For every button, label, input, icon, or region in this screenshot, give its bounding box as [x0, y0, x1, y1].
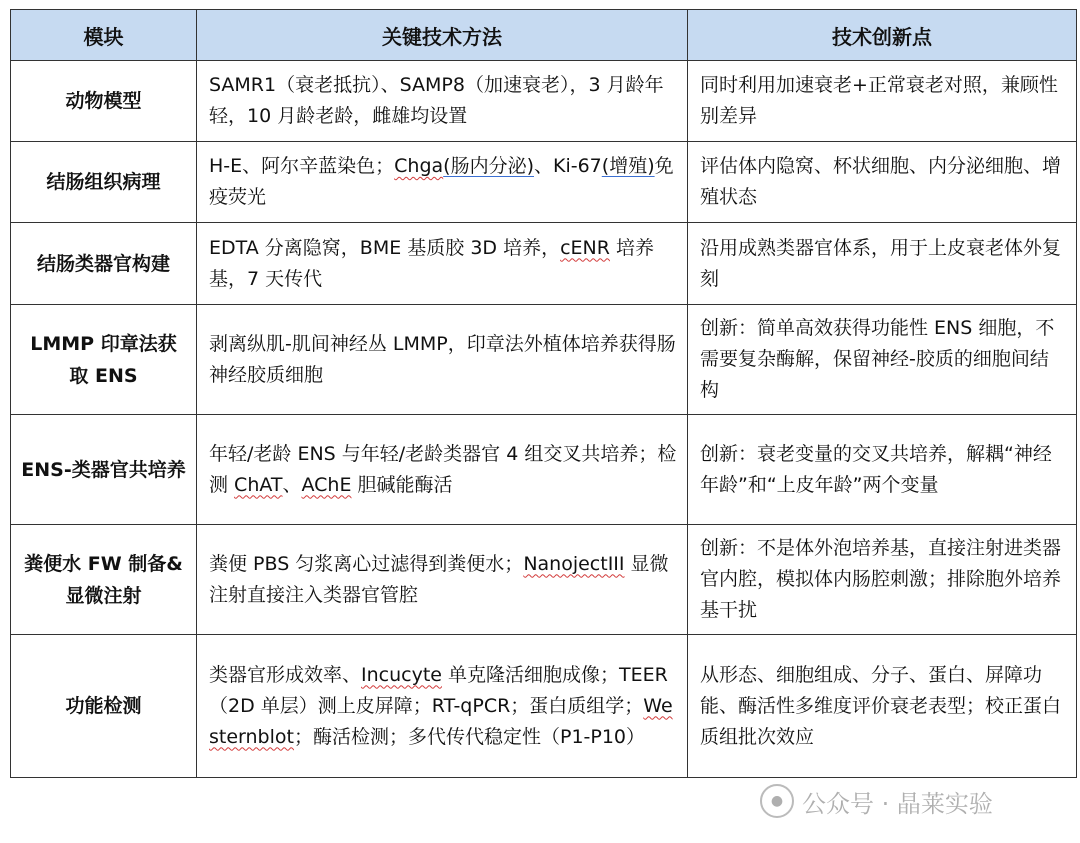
method-cell — [197, 525, 688, 635]
method-text: 免疫荧光 — [209, 155, 674, 208]
method-text: H-E、阿尔辛蓝染色； — [209, 155, 395, 177]
module-cell: LMMP 印章法获取 ENS — [11, 305, 197, 415]
watermark — [760, 784, 993, 818]
module-cell: 粪便水 FW 制备&显微注射 — [11, 525, 197, 635]
module-cell: ENS-类器官共培养 — [11, 415, 197, 525]
wechat-icon: ● — [760, 784, 794, 818]
module-cell: 功能检测 — [11, 635, 197, 778]
method-cell: 剥离纵肌-肌间神经丛 LMMP，印章法外植体培养获得肠神经胶质细胞 — [197, 305, 688, 415]
innovation-cell: 创新：不是体外泡培养基，直接注射进类器官内腔，模拟体内肠腔刺激；排除胞外培养基干扰 — [688, 525, 1077, 635]
method-cell: SAMR1（衰老抵抗）、SAMP8（加速衰老），3 月龄年轻，10 月龄老龄，雌雄均设置 — [197, 61, 688, 142]
innovation-cell: 从形态、细胞组成、分子、蛋白、屏障功能、酶活性多维度评价衰老表型；校正蛋白质组批次效应 — [688, 635, 1077, 778]
method-term: cENR — [560, 236, 610, 259]
method-cell — [197, 142, 688, 223]
method-text: 显微注射直接注入类器官管腔 — [209, 552, 669, 606]
method-cell — [197, 635, 688, 778]
method-cell — [197, 415, 688, 525]
method-term: NanojectIII — [523, 552, 625, 575]
method-text: ；酶活检测；多代传代稳定性（P1-P10） — [293, 725, 646, 748]
method-text: 单克隆活细胞成像；TEER（2D 单层）测上皮屏障；RT-qPCR；蛋白质组学； — [209, 663, 668, 717]
header-method: 关键技术方法 — [197, 10, 688, 61]
method-cell — [197, 223, 688, 305]
method-term: Incucyte — [361, 663, 442, 686]
module-cell: 结肠组织病理 — [11, 142, 197, 223]
method-term: (肠内分泌) — [443, 155, 534, 177]
method-text: 粪便 PBS 匀浆离心过滤得到粪便水； — [209, 552, 524, 575]
innovation-cell: 同时利用加速衰老+正常衰老对照，兼顾性别差异 — [688, 61, 1077, 142]
table-row — [11, 525, 1077, 635]
header-module: 模块 — [11, 10, 197, 61]
method-text: 培养基，7 天传代 — [209, 236, 654, 290]
table-row — [11, 142, 1077, 223]
method-text: 年轻/老龄 ENS 与年轻/老龄类器官 4 组交叉共培养；检测 — [209, 442, 677, 496]
innovation-cell: 创新：衰老变量的交叉共培养，解耦“神经年龄”和“上皮年龄”两个变量 — [688, 415, 1077, 525]
watermark-text: 公众号 · 晶莱实验 — [802, 789, 993, 818]
table-row — [11, 635, 1077, 778]
summary-table — [10, 9, 1077, 778]
innovation-cell: 评估体内隐窝、杯状细胞、内分泌细胞、增殖状态 — [688, 142, 1077, 223]
table-header-row — [11, 10, 1077, 61]
method-term: AChE — [301, 473, 352, 496]
method-term: Westernblot — [209, 694, 673, 748]
innovation-cell: 创新：简单高效获得功能性 ENS 细胞，不需要复杂酶解，保留神经-胶质的细胞间结构 — [688, 305, 1077, 415]
innovation-cell: 沿用成熟类器官体系，用于上皮衰老体外复刻 — [688, 223, 1077, 305]
table-row — [11, 223, 1077, 305]
method-text: 、Ki-67 — [534, 155, 602, 177]
method-term: (增殖) — [601, 155, 655, 177]
method-text: 、 — [282, 473, 302, 496]
method-text: 胆碱能酶活 — [351, 473, 453, 496]
table-row — [11, 305, 1077, 415]
method-text: EDTA 分离隐窝，BME 基质胶 3D 培养， — [209, 236, 561, 259]
method-text: 类器官形成效率、 — [209, 663, 362, 686]
table-row — [11, 61, 1077, 142]
method-term: ChAT — [234, 473, 283, 496]
table-row — [11, 415, 1077, 525]
header-innovation: 技术创新点 — [688, 10, 1077, 61]
module-cell: 结肠类器官构建 — [11, 223, 197, 305]
method-term: Chga — [394, 155, 444, 177]
module-cell: 动物模型 — [11, 61, 197, 142]
